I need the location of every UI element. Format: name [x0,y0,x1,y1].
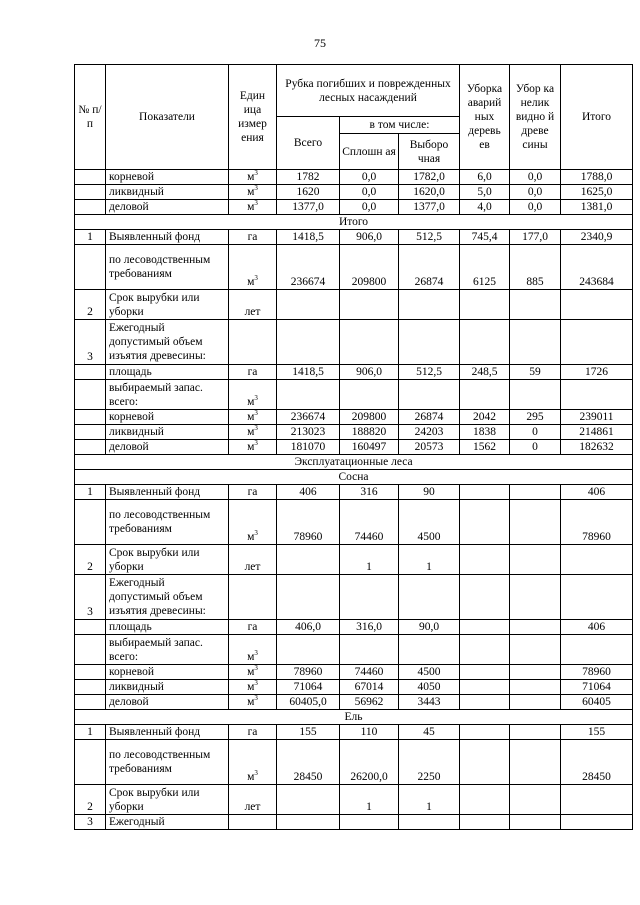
unit-cell: $м^3$ [229,185,277,200]
section-title: Итого [75,215,633,230]
header-clear: Сплошн ая [340,134,399,170]
table-row: корневой $м^3$ 78960 74460 4500 78960 [75,665,633,680]
indicator-label: ликвидный [106,185,229,200]
table-row: деловой $м^3$ 181070 160497 20573 1562 0 182632 [75,440,633,455]
table-row: по лесоводственным требованиям $м^3$ 236674 209800 26874 6125 885 243684 [75,245,633,290]
header-total-felling: Всего [277,117,340,170]
unit-cell: $м^3$ [229,200,277,215]
table-row: ликвидный $м^3$ 71064 67014 4050 71064 [75,680,633,695]
table-row: ликвидный $м^3$ 1620 0,0 1620,0 5,0 0,0 1625,0 [75,185,633,200]
table-row: 1 Выявленный фонд га 406 316 90 406 [75,485,633,500]
section-title: Эксплуатационные леса [75,455,633,470]
header-indicator: Показатели [106,65,229,170]
page-number: 75 [314,36,326,50]
table-row: 3 Ежегодный [75,815,633,830]
section-title: Сосна [75,470,633,485]
header-emergency: Уборка аварий ных деревь ев [460,65,510,170]
table-row: корневой $м^3$ 236674 209800 26874 2042 295 239011 [75,410,633,425]
table-row: 2 Срок вырубки или уборки лет 1 1 [75,545,633,575]
table-row: деловой $м^3$ 60405,0 56962 3443 60405 [75,695,633,710]
header-unit: Един ица измер ения [229,65,277,170]
indicator-label: корневой [106,170,229,185]
table-row: по лесоводственным требованиям $м^3$ 78960 74460 4500 78960 [75,500,633,545]
table-row: корневой $м^3$ 1782 0,0 1782,0 6,0 0,0 1788,0 [75,170,633,185]
section-row-exploit [75,455,633,470]
indicator-label: деловой [106,200,229,215]
section-row-itogo [75,215,633,230]
section-title: Ель [75,710,633,725]
table-row: выбираемый запас. всего: $м^3$ [75,380,633,410]
table-row: 1 Выявленный фонд га 1418,5 906,0 512,5 745,4 177,0 2340,9 [75,230,633,245]
unit-cell: $м^3$ [229,170,277,185]
table-row: 1 Выявленный фонд га 155 110 45 155 [75,725,633,740]
table-row: площадь га 1418,5 906,0 512,5 248,5 59 1726 [75,365,633,380]
table-row: ликвидный $м^3$ 213023 188820 24203 1838 0 214861 [75,425,633,440]
table-row: выбираемый запас. всего: $м^3$ [75,635,633,665]
table-row: 3 Ежегодный допустимый объем изъятия древесины: [75,575,633,620]
table-row: 2 Срок вырубки или уборки лет 1 1 [75,785,633,815]
header-illiquid: Убор ка нелик видно й древе сины [510,65,561,170]
table-row: деловой $м^3$ 1377,0 0,0 1377,0 4,0 0,0 1381,0 [75,200,633,215]
header-felling: Рубка погибших и поврежденных лесных насаждений [277,65,460,117]
table-row: 3 Ежегодный допустимый объем изъятия древесины: [75,320,633,365]
section-row-spruce [75,710,633,725]
table-row: по лесоводственным требованиям $м^3$ 28450 26200,0 2250 28450 [75,740,633,785]
section-row-pine [75,470,633,485]
forest-report-table [74,64,633,830]
header-total: Итого [561,65,633,170]
header-selective: Выборо чная [399,134,460,170]
table-row: площадь га 406,0 316,0 90,0 406 [75,620,633,635]
header-including: в том числе: [340,117,460,134]
table-row: 2 Срок вырубки или уборки лет [75,290,633,320]
header-num: № п/п [75,65,106,170]
header-row-1 [75,65,633,117]
